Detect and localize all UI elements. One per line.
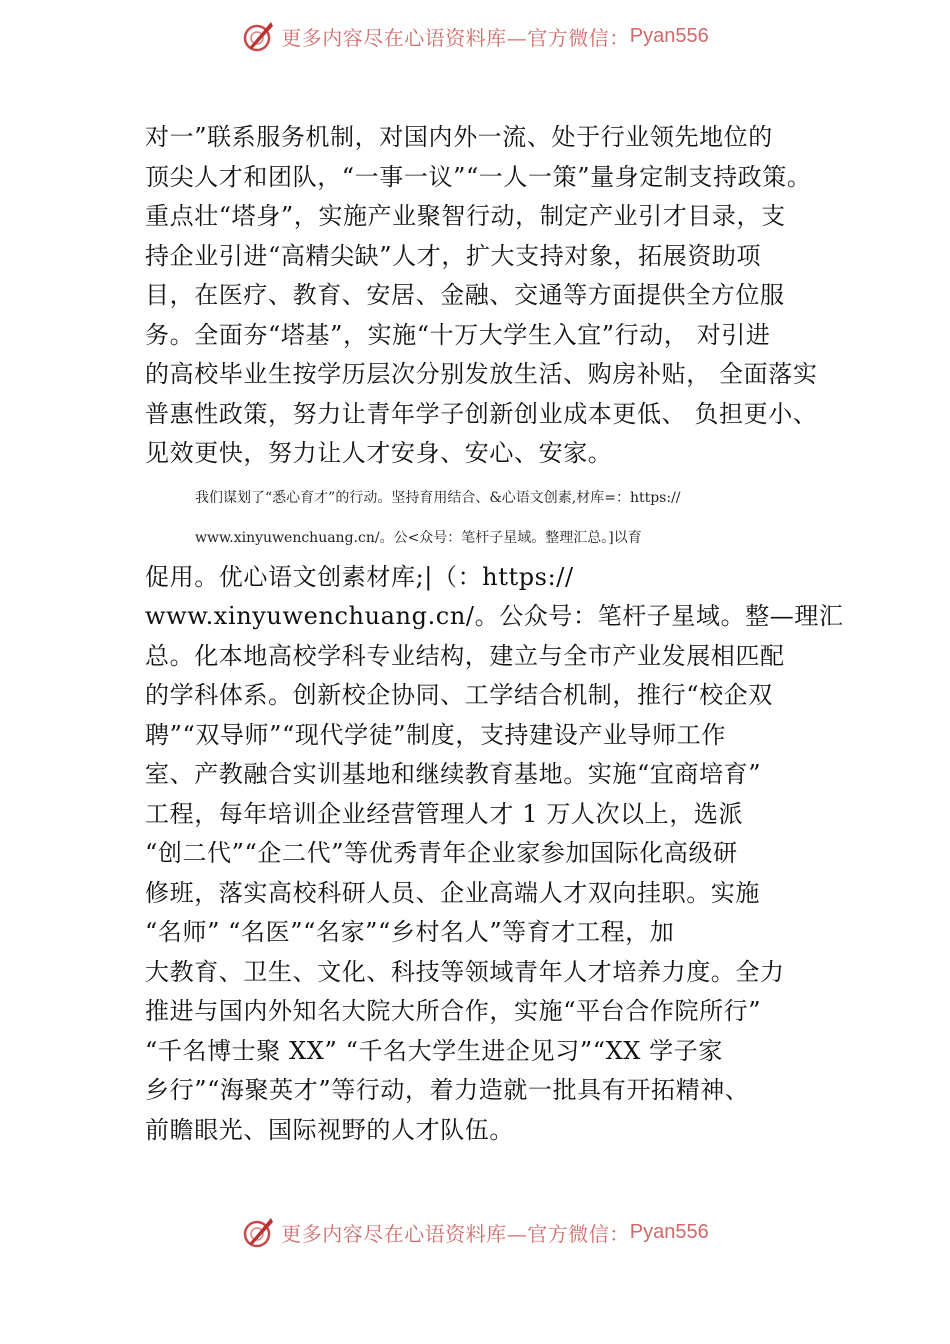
text-line: 工程，每年培训企业经营管理人才 1 万人次以上，选派 (145, 799, 744, 828)
text-line: 的学科体系。创新校企协同、工学结合机制，推行“校企双 (145, 681, 773, 709)
text-line: 普惠性政策，努力让青年学子创新创业成本更低、 负担更小、 (145, 399, 818, 428)
document-body (145, 118, 844, 1150)
footer-banner-text: 更多内容尽在心语资料库—官方微信： (281, 1221, 630, 1246)
header-banner (0, 14, 950, 58)
footer-wechat-id: Pyan556 (629, 1220, 709, 1243)
text-line: 的高校毕业生按学历层次分别发放生活、购房补贴， 全面落实 (145, 360, 818, 388)
text-line: “创二代”“企二代”等优秀青年企业家参加国际化高级研 (145, 839, 738, 867)
text-line: 务。全面夯“塔基”，实施“十万大学生入宜”行动， 对引进 (145, 320, 771, 349)
paragraph-2 (145, 558, 844, 1151)
small-text-block (145, 478, 835, 558)
header-banner-text: 更多内容尽在心语资料库—官方微信： (281, 25, 630, 50)
text-line: 顶尖人才和团队，“一事一议”“一人一策”量身定制支持政策。 (145, 162, 812, 191)
text-line: 对一”联系服务机制，对国内外一流、处于行业领先地位的 (145, 123, 773, 151)
quill-logo-icon (241, 1214, 277, 1250)
text-line: 见效更快，努力让人才安身、安心、安家。 (145, 439, 613, 467)
paragraph-1 (145, 118, 835, 474)
text-line: 总。化本地高校学科专业结构，建立与全市产业发展相匹配 (145, 641, 785, 670)
small-text-line: www.xinyuwenchuang.cn/。公<众号：笔杆子星域。整理汇总。]以育 (195, 529, 642, 546)
text-line: 室、产教融合实训基地和继续教育基地。实施“宜商培育” (145, 760, 762, 788)
text-line: “千名博士聚 XX” “千名大学生进企见习”“XX 学子家 (145, 1036, 723, 1065)
quill-logo-icon (241, 18, 277, 54)
text-line: 重点壮“塔身”，实施产业聚智行动，制定产业引才目录，支 (145, 202, 786, 230)
text-line: 修班，落实高校科研人员、企业高端人才双向挂职。实施 (145, 878, 760, 907)
text-line: 目，在医疗、教育、安居、金融、交通等方面提供全方位服 (145, 281, 785, 309)
footer-banner (0, 1210, 950, 1254)
text-line: 促用。优心语文创素材库;|（：https:// (145, 562, 574, 591)
text-line: “名师” “名医”“名家”“乡村名人”等育才工程，加 (145, 918, 675, 946)
small-text-line: 我们谋划了“悉心育才”的行动。坚持育用结合、&心语文创素,材库=：https:// (195, 489, 681, 506)
header-wechat-id: Pyan556 (629, 24, 709, 47)
text-line: www.xinyuwenchuang.cn/。公众号：笔杆子星域。整—理汇 (145, 602, 844, 630)
text-line: 持企业引进“高精尖缺”人才，扩大支持对象，拓展资助项 (145, 241, 762, 270)
text-line: 大教育、卫生、文化、科技等领域青年人才培养力度。全力 (145, 957, 785, 986)
text-line: 聘”“双导师”“现代学徒”制度，支持建设产业导师工作 (145, 720, 726, 749)
text-line: 前瞻眼光、国际视野的人才队伍。 (145, 1115, 514, 1144)
text-line: 乡行”“海聚英才”等行动，着力造就一批具有开拓精神、 (145, 1076, 750, 1104)
text-line: 推进与国内外知名大院大所合作，实施“平台合作院所行” (145, 997, 762, 1025)
